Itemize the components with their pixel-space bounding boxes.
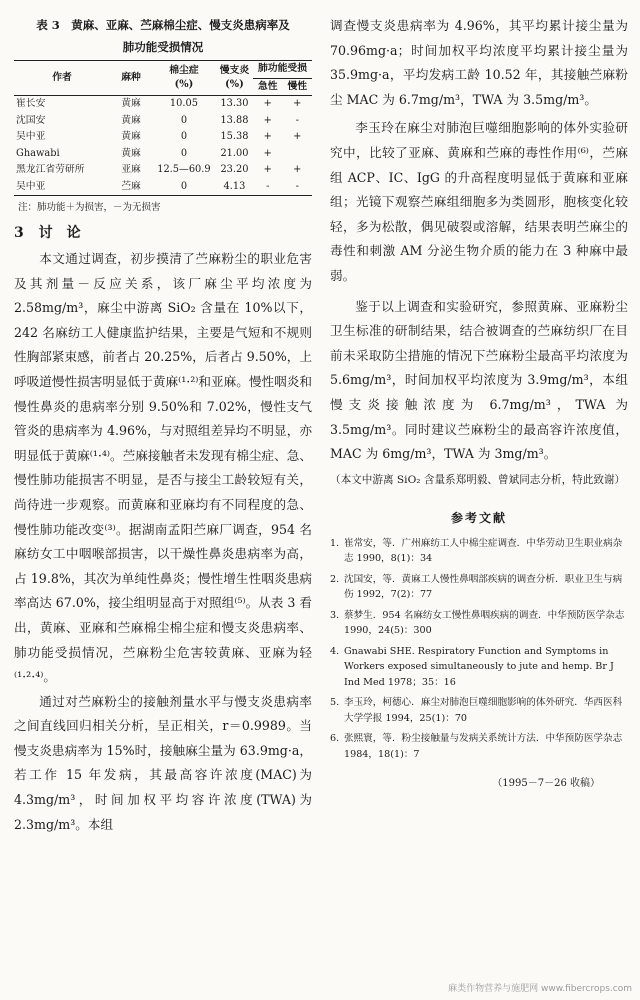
- table-body: [14, 96, 312, 196]
- acknowledgement: （本文中游离 SiO₂ 含量系郑明毅、曾斌同志分析，特此致谢）: [330, 473, 626, 486]
- reference-item: [330, 644, 628, 691]
- table-row: [14, 96, 312, 113]
- header-byssinosis-label: 棉尘症: [169, 64, 199, 76]
- cell-byssinosis: 12.5—60.9: [157, 164, 211, 175]
- right-paragraph-3: 鉴于以上调查和实验研究，参照黄麻、亚麻粉尘卫生标准的研制结果，结合被调查的苎麻纺织厂在目前未采取防尘措施的情况下苎麻粉尘最高平均浓度为 5.6mg/m³，时间加权平均浓度为 3.9mg/m³，本组慢支炎接触浓度为 6.7mg/m³，TWA 为 3.5mg/m³。同时建议苎麻粉尘的最高容许浓度值，MAC 为 6mg/m³，TWA 为 3mg/m³。: [330, 298, 628, 462]
- cell-chronic: [282, 146, 312, 163]
- cell-fiber: 黄麻: [121, 114, 141, 126]
- cell-fiber: 黄麻: [121, 147, 141, 159]
- cell-bronchitis: 13.30: [220, 98, 249, 109]
- reference-item: [330, 536, 628, 567]
- reference-number: 1.: [330, 537, 340, 549]
- reference-item: [330, 731, 628, 762]
- right-column: [330, 14, 628, 789]
- cell-author: 黑龙江省劳研所: [16, 164, 85, 175]
- reference-number: 6.: [330, 733, 340, 745]
- received-date: （1995－7－26 收稿）: [492, 778, 600, 790]
- cell-byssinosis: 10.05: [169, 98, 198, 109]
- reference-number: 2.: [330, 573, 340, 585]
- reference-number: 3.: [330, 609, 340, 621]
- right-paragraph-1: 调查慢支炎患病率为 4.96%，其平均累计接尘量为 70.96mg·a；时间加权平均浓度平均累计接尘量为 35.9mg·a，平均发病工龄 10.52 年，其接触苎麻粉尘 MAC 为 6.7mg/m³，TWA 为 3.5mg/m³。: [330, 18, 628, 107]
- data-table: [14, 60, 312, 196]
- header-fiber: 麻种: [110, 61, 152, 96]
- cell-byssinosis: 0: [180, 180, 188, 192]
- cell-fiber: 黄麻: [121, 98, 141, 109]
- reference-number: 5.: [330, 697, 340, 709]
- cell-chronic: +: [293, 164, 302, 175]
- header-chronic: 慢性: [282, 78, 312, 96]
- cell-bronchitis: 23.20: [220, 164, 249, 175]
- cell-author: 沈国安: [16, 114, 46, 126]
- reference-number: 4.: [330, 645, 340, 657]
- header-lung-function: 肺功能受损: [253, 61, 312, 79]
- cell-bronchitis: 4.13: [223, 180, 246, 192]
- cell-fiber: 亚麻: [121, 164, 141, 175]
- section-title: 讨 论: [38, 225, 81, 241]
- header-byssinosis: [152, 61, 216, 96]
- cell-author: 吴中亚: [16, 180, 46, 192]
- cell-author: 吴中亚: [16, 131, 46, 142]
- header-author: 作者: [14, 61, 110, 96]
- table-caption: [14, 16, 312, 56]
- left-paragraph-2: 通过对苎麻粉尘的接触剂量水平与慢支炎患病率之间直线回归相关分析，呈正相关，r＝0.9989。当慢支炎患病率为 15%时，接触麻尘量为 63.9mg·a，若工作 15 年发病，其最高容许浓度(MAC)为 4.3mg/m³，时间加权平均容许浓度(TWA)为 2.3mg/m³。本组: [14, 693, 312, 832]
- reference-text: 沈国安，等．黄麻工人慢性鼻咽部疾病的调查分析．职业卫生与病伤 1992，7(2)：77: [344, 573, 623, 601]
- table-row: [14, 179, 312, 196]
- references-list: [330, 536, 628, 763]
- right-paragraph-2: 李玉玲在麻尘对肺泡巨噬细胞影响的体外实验研究中，比较了亚麻、黄麻和苎麻的毒性作用⁽⁶⁾，苎麻组 ACP、IC、IgG 的升高程度明显低于黄麻和亚麻组；光镜下观察苎麻组细胞多为类圆形，胞核变化较轻，多为松散，偶见破裂或溶解，结果表明苎麻尘的毒性和刺激 AM 分泌生物介质的能力在 3 种麻中最弱。: [330, 120, 628, 283]
- table-row: [14, 146, 312, 163]
- header-bronchitis: [216, 61, 253, 96]
- cell-acute: +: [263, 98, 272, 109]
- reference-text: 崔常安，等．广州麻纺工人中棉尘症调查．中华劳动卫生职业病杂志 1990，8(1)：34: [344, 537, 623, 565]
- watermark: 麻类作物营养与施肥网 www.fibercrops.com: [448, 984, 632, 994]
- table-caption-line2: 肺功能受损情况: [122, 40, 204, 54]
- cell-acute: +: [263, 164, 272, 175]
- cell-bronchitis: 15.38: [220, 131, 249, 142]
- reference-text: 李玉玲，柯德心．麻尘对肺泡巨噬细胞影响的体外研究．华西医科大学学报 1994，25(1)：70: [344, 697, 623, 724]
- cell-chronic: +: [293, 98, 302, 109]
- left-column: [14, 14, 312, 837]
- table-row: [14, 129, 312, 146]
- cell-chronic: -: [295, 180, 299, 192]
- cell-acute: -: [266, 180, 270, 192]
- left-paragraph-1: 本文通过调查，初步摸清了苎麻粉尘的职业危害及其剂量－反应关系，该厂麻尘平均浓度为 2.58mg/m³，麻尘中游离 SiO₂ 含量在 10%以下，242 名麻纺工人健康监护结果，主要是气短和不规则性胸部紧束感，前者占 20.25%，后者占 9.50%，上呼吸道慢性损害明显低于黄麻⁽¹·²⁾和亚麻。慢性咽炎和慢性鼻炎的患病率分别 9.50%和 7.02%，慢性支气管炎的患病率为 4.96%，与对照组差异均不明显，亦明显低于黄麻⁽¹·⁴⁾。苎麻接触者未发现有棉尘症、急、慢性肺功能损害不明显，是否与接尘工龄较短有关，尚待进一步观察。而黄麻和亚麻均有不同程度的急、慢性肺功能改变⁽³⁾。据湖南孟阳苎麻厂调查，954 名麻纺女工中咽喉部损害，以干燥性鼻炎患病率为高，占 19.8%，其次为单纯性鼻炎；慢性增生性咽炎患病率高达 67.0%，接尘组明显高于对照组⁽⁵⁾。从表 3 看出，黄麻、亚麻和苎麻棉尘棉尘症和慢支炎患病率、肺功能受损情况，苎麻粉尘危害较黄麻、亚麻为轻⁽¹·²·⁴⁾。: [14, 251, 312, 685]
- cell-chronic: -: [295, 114, 299, 126]
- reference-item: [330, 608, 628, 639]
- cell-chronic: +: [293, 131, 302, 142]
- table-note: 注：肺功能＋为损害，－为无损害: [18, 202, 161, 213]
- cell-byssinosis: 0: [180, 114, 188, 126]
- cell-acute: +: [263, 131, 272, 142]
- table-caption-line1: 表 3 黄麻、亚麻、苎麻棉尘症、慢支炎患病率及: [36, 18, 290, 32]
- table-row: [14, 162, 312, 179]
- header-bronchitis-label: 慢支炎: [219, 64, 250, 76]
- reference-text: 蔡梦生．954 名麻纺女工慢性鼻咽疾病的调查．中华预防医学杂志 1990，24(5)：300: [344, 609, 625, 637]
- reference-text: 张熙寰，等．粉尘接触量与发病关系统计方法．中华预防医学杂志 1984，18(1)：7: [344, 733, 623, 760]
- reference-item: [330, 572, 628, 603]
- section-heading: [14, 221, 312, 245]
- cell-author: 崔长安: [16, 98, 46, 109]
- references-title: 参考文献: [450, 510, 507, 525]
- reference-item: [330, 695, 628, 726]
- header-byssinosis-unit: (%): [174, 79, 194, 90]
- cell-fiber: 苎麻: [121, 180, 141, 192]
- cell-byssinosis: 0: [180, 147, 188, 159]
- header-acute: 急性: [253, 78, 282, 96]
- cell-fiber: 黄麻: [121, 131, 141, 142]
- reference-text: Gnawabi SHE. Respiratory Function and Symptoms in Workers exposed simultaneously to jute and hemp. Br J Ind Med 1978；35：16: [344, 645, 614, 688]
- cell-bronchitis: 13.88: [220, 114, 249, 126]
- section-number: 3: [14, 225, 24, 241]
- cell-acute: +: [263, 147, 272, 159]
- cell-acute: +: [263, 114, 272, 126]
- cell-bronchitis: 21.00: [220, 147, 249, 159]
- table-row: [14, 113, 312, 130]
- cell-author: Ghawabi: [16, 147, 60, 159]
- header-bronchitis-unit: (%): [225, 79, 244, 90]
- cell-byssinosis: 0: [180, 131, 188, 142]
